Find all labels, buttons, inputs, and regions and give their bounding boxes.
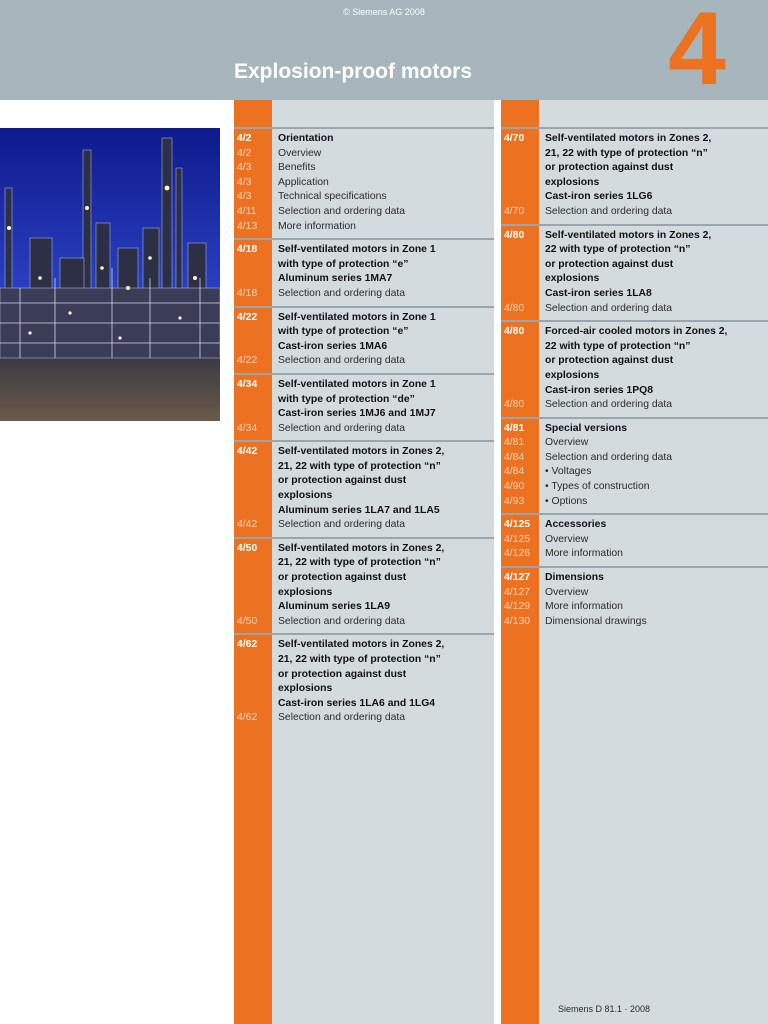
toc-entry — [501, 513, 768, 566]
toc-subitem-text: Selection and ordering data — [278, 205, 406, 217]
chapter-number: 4 — [668, 0, 726, 100]
toc-subitem-row[interactable] — [501, 586, 768, 601]
toc-heading-text: 21, 22 with type of protection “n” — [545, 147, 708, 159]
toc-heading-text: 22 with type of protection “n” — [545, 340, 691, 352]
toc-subitem-row[interactable] — [501, 615, 768, 630]
toc-heading-row[interactable] — [234, 600, 494, 615]
toc-page-number: 4/70 — [504, 133, 525, 144]
toc-entry — [234, 440, 494, 537]
toc-page-number: 4/81 — [504, 437, 525, 449]
toc-page-number: 4/3 — [237, 191, 252, 203]
toc-page-number: 4/2 — [237, 133, 252, 144]
toc-subitem-row[interactable] — [234, 287, 494, 302]
toc-heading-row[interactable] — [234, 653, 494, 668]
toc-page-number: 4/80 — [504, 399, 525, 411]
toc-heading-text: explosions — [278, 586, 333, 598]
toc-heading-text: Accessories — [545, 519, 607, 531]
toc-heading-text: Cast-iron series 1LA8 — [545, 287, 652, 299]
toc-subitem-text: • Options — [545, 495, 588, 507]
toc-subitem-text: Application — [278, 176, 329, 188]
toc-page-number: 4/50 — [237, 542, 258, 554]
refinery-photo — [0, 128, 220, 421]
toc-page-number — [234, 571, 272, 586]
toc-subitem-row[interactable] — [501, 465, 768, 480]
toc-heading-text: Orientation — [278, 133, 334, 144]
toc-subitem-text: More information — [278, 220, 356, 232]
toc-heading-text: explosions — [545, 369, 600, 381]
toc-heading-text: explosions — [278, 683, 333, 695]
toc-page-number — [501, 147, 539, 162]
toc-entry — [501, 417, 768, 514]
toc-subitem-row[interactable] — [501, 533, 768, 548]
toc-heading-text: or protection against dust — [545, 162, 674, 174]
toc-subitem-row[interactable] — [234, 205, 494, 220]
toc-heading-row[interactable] — [501, 340, 768, 355]
toc-heading-row[interactable] — [501, 325, 768, 340]
toc-heading-row[interactable] — [234, 445, 494, 460]
toc-heading-row[interactable] — [501, 132, 768, 147]
toc-page-number: 4/62 — [237, 639, 258, 651]
toc-page-number: 4/126 — [504, 548, 531, 560]
toc-heading-row[interactable] — [501, 243, 768, 258]
toc-heading-text: 21, 22 with type of protection “n” — [278, 557, 441, 569]
toc-page-number: 4/130 — [504, 615, 531, 627]
toc-page-number — [501, 272, 539, 287]
toc-page-number — [234, 489, 272, 504]
toc-heading-row[interactable] — [234, 258, 494, 273]
toc-heading-text: Dimensions — [545, 572, 604, 584]
toc-page-number: 4/18 — [237, 244, 258, 256]
toc-heading-text: Aluminum series 1LA9 — [278, 601, 391, 613]
toc-heading-text: explosions — [545, 176, 600, 188]
toc-page-number: 4/42 — [237, 446, 258, 458]
toc-subitem-text: Overview — [545, 437, 589, 449]
toc-heading-text: or protection against dust — [278, 668, 407, 680]
toc-page-number: 4/80 — [504, 302, 525, 314]
toc-subitem-row[interactable] — [234, 190, 494, 205]
toc-heading-row[interactable] — [234, 668, 494, 683]
toc-page-number — [234, 258, 272, 273]
toc-heading-row[interactable] — [234, 378, 494, 393]
toc-page-number: 4/22 — [237, 311, 258, 323]
toc-heading-row[interactable] — [234, 489, 494, 504]
toc-page-number — [234, 272, 272, 287]
toc-entry — [501, 566, 768, 633]
toc-page-number: 4/93 — [504, 495, 525, 507]
toc-page-number: 4/81 — [504, 422, 525, 434]
toc-subitem-row[interactable] — [234, 711, 494, 726]
toc-subitem-row[interactable] — [234, 518, 494, 533]
toc-heading-row[interactable] — [234, 504, 494, 519]
toc-subitem-text: Selection and ordering data — [278, 287, 406, 299]
toc-heading-row[interactable] — [501, 272, 768, 287]
toc-page-number — [501, 384, 539, 399]
toc-page-number: 4/129 — [504, 601, 531, 613]
toc-heading-text: 22 with type of protection “n” — [545, 244, 691, 256]
toc-subitem-text: Selection and ordering data — [545, 302, 673, 314]
toc-page-number: 4/2 — [237, 147, 252, 159]
toc-heading-row[interactable] — [501, 354, 768, 369]
toc-page-number: 4/70 — [504, 205, 525, 217]
toc-subitem-text: Selection and ordering data — [278, 519, 406, 531]
toc-heading-text: Self-ventilated motors in Zones 2, — [278, 446, 445, 458]
toc-subitem-text: Selection and ordering data — [278, 422, 406, 434]
toc-heading-row[interactable] — [501, 518, 768, 533]
toc-page-number: 4/3 — [237, 162, 252, 174]
toc-page-number: 4/80 — [504, 326, 525, 338]
toc-page-number: 4/80 — [504, 229, 525, 241]
toc-heading-text: Cast-iron series 1LG6 — [545, 191, 653, 203]
copyright-notice: © Siemens AG 2008 — [343, 7, 425, 17]
toc-subitem-row[interactable] — [501, 480, 768, 495]
toc-heading-row[interactable] — [234, 682, 494, 697]
toc-heading-row[interactable] — [234, 340, 494, 355]
toc-heading-row[interactable] — [234, 571, 494, 586]
toc-heading-text: Self-ventilated motors in Zones 2, — [278, 639, 445, 651]
toc-heading-row[interactable] — [501, 422, 768, 437]
toc-heading-text: Cast-iron series 1PQ8 — [545, 384, 653, 396]
toc-heading-text: or protection against dust — [545, 355, 674, 367]
toc-subitem-row[interactable] — [501, 547, 768, 562]
toc-heading-text: 21, 22 with type of protection “n” — [278, 654, 441, 665]
toc-entry — [234, 127, 494, 238]
toc-subitem-text: Technical specifications — [278, 191, 387, 203]
toc-heading-row[interactable] — [501, 229, 768, 244]
toc-heading-text: Aluminum series 1MA7 — [278, 273, 393, 285]
toc-heading-text: Self-ventilated motors in Zones 2, — [545, 133, 712, 144]
toc-subitem-row[interactable] — [501, 451, 768, 466]
toc-subitem-row[interactable] — [234, 354, 494, 369]
toc-page-number — [234, 556, 272, 571]
toc-page-number: 4/22 — [237, 355, 258, 367]
toc-page-number: 4/3 — [237, 176, 252, 188]
toc-page-number: 4/18 — [237, 287, 258, 299]
toc-entry — [234, 373, 494, 440]
toc-page-number — [234, 407, 272, 422]
toc-heading-row[interactable] — [234, 132, 494, 147]
toc-subitem-text: More information — [545, 601, 623, 613]
toc-page-number: 4/84 — [504, 466, 525, 478]
toc-subitem-row[interactable] — [234, 176, 494, 191]
toc-page-number — [234, 697, 272, 712]
toc-page-number — [501, 258, 539, 273]
toc-heading-row[interactable] — [501, 258, 768, 273]
toc-heading-text: with type of protection “de” — [278, 393, 415, 405]
toc-subitem-row[interactable] — [501, 205, 768, 220]
footer-text: Siemens D 81.1 · 2008 — [557, 1004, 650, 1014]
toc-heading-text: with type of protection “e” — [278, 258, 409, 270]
toc-heading-row[interactable] — [234, 542, 494, 557]
toc-heading-row[interactable] — [234, 638, 494, 653]
toc-list-right — [501, 127, 768, 633]
toc-subitem-text: • Voltages — [545, 466, 592, 478]
toc-subitem-text: Selection and ordering data — [278, 355, 406, 367]
toc-heading-row[interactable] — [234, 556, 494, 571]
toc-subitem-row[interactable] — [234, 615, 494, 630]
toc-heading-row[interactable] — [234, 325, 494, 340]
toc-subitem-text: Dimensional drawings — [545, 615, 647, 627]
toc-subitem-row[interactable] — [501, 495, 768, 510]
toc-page-number — [501, 369, 539, 384]
toc-page-number — [501, 287, 539, 302]
toc-heading-text: Special versions — [545, 422, 628, 434]
toc-heading-row[interactable] — [234, 243, 494, 258]
toc-subitem-text: • Types of construction — [545, 481, 650, 493]
toc-heading-text: Aluminum series 1LA7 and 1LA5 — [278, 504, 440, 516]
toc-page-number: 4/125 — [504, 533, 531, 545]
toc-entry — [234, 238, 494, 305]
toc-subitem-text: Selection and ordering data — [278, 615, 406, 627]
toc-page-number — [234, 504, 272, 519]
toc-page-number — [234, 586, 272, 601]
toc-page-number — [234, 393, 272, 408]
toc-subitem-text: Selection and ordering data — [278, 712, 406, 724]
toc-subitem-text: Overview — [545, 533, 589, 545]
toc-heading-row[interactable] — [501, 161, 768, 176]
toc-heading-row[interactable] — [501, 571, 768, 586]
toc-heading-row[interactable] — [501, 190, 768, 205]
toc-subitem-text: More information — [545, 548, 623, 560]
toc-heading-row[interactable] — [234, 586, 494, 601]
toc-subitem-row[interactable] — [501, 398, 768, 413]
toc-heading-row[interactable] — [234, 311, 494, 326]
toc-page-number — [234, 325, 272, 340]
toc-entry — [501, 320, 768, 417]
toc-subitem-row[interactable] — [234, 161, 494, 176]
page-title: Explosion-proof motors — [234, 60, 472, 83]
toc-heading-row[interactable] — [234, 460, 494, 475]
toc-subitem-text: Benefits — [278, 162, 316, 174]
toc-subitem-row[interactable] — [234, 147, 494, 162]
toc-subitem-row[interactable] — [234, 422, 494, 437]
toc-page-number: 4/42 — [237, 519, 258, 531]
toc-page-number: 4/127 — [504, 572, 531, 584]
toc-heading-text: or protection against dust — [278, 475, 407, 487]
toc-page-number — [234, 474, 272, 489]
toc-heading-row[interactable] — [234, 393, 494, 408]
toc-page-number — [501, 243, 539, 258]
toc-heading-text: Self-ventilated motors in Zone 1 — [278, 244, 436, 256]
toc-heading-text: with type of protection “e” — [278, 326, 409, 338]
toc-heading-text: Cast-iron series 1MJ6 and 1MJ7 — [278, 408, 436, 420]
toc-page-number — [501, 161, 539, 176]
toc-heading-text: explosions — [545, 273, 600, 285]
toc-heading-row[interactable] — [501, 176, 768, 191]
toc-entry — [501, 224, 768, 321]
toc-subitem-text: Selection and ordering data — [545, 451, 673, 463]
toc-subitem-text: Selection and ordering data — [545, 205, 673, 217]
toc-page-number — [501, 190, 539, 205]
toc-entry — [501, 127, 768, 224]
toc-column-left — [234, 100, 494, 1024]
toc-heading-text: or protection against dust — [278, 572, 407, 584]
toc-page-number — [501, 176, 539, 191]
toc-heading-text: 21, 22 with type of protection “n” — [278, 460, 441, 472]
toc-page-number: 4/62 — [237, 712, 258, 724]
toc-page-number: 4/34 — [237, 422, 258, 434]
toc-heading-row[interactable] — [501, 384, 768, 399]
toc-heading-row[interactable] — [234, 474, 494, 489]
toc-heading-text: Cast-iron series 1MA6 — [278, 340, 388, 352]
toc-subitem-row[interactable] — [501, 436, 768, 451]
toc-page-number: 4/34 — [237, 378, 258, 390]
toc-page-number: 4/11 — [237, 205, 257, 217]
toc-page-number: 4/50 — [237, 615, 258, 627]
toc-entry — [234, 537, 494, 634]
toc-heading-row[interactable] — [501, 369, 768, 384]
toc-heading-row[interactable] — [501, 287, 768, 302]
toc-heading-row[interactable] — [234, 272, 494, 287]
toc-page-number — [234, 460, 272, 475]
toc-page-number: 4/84 — [504, 451, 525, 463]
toc-heading-text: Self-ventilated motors in Zones 2, — [278, 542, 445, 554]
toc-heading-text: Self-ventilated motors in Zones 2, — [545, 229, 712, 241]
toc-heading-text: or protection against dust — [545, 258, 674, 270]
toc-heading-text: Self-ventilated motors in Zone 1 — [278, 311, 436, 323]
toc-heading-text: Cast-iron series 1LA6 and 1LG4 — [278, 697, 436, 709]
toc-heading-text: explosions — [278, 490, 333, 502]
toc-page-number — [234, 600, 272, 615]
toc-subitem-row[interactable] — [234, 220, 494, 235]
toc-subitem-row[interactable] — [501, 302, 768, 317]
toc-page-number: 4/127 — [504, 586, 531, 598]
toc-page-number: 4/125 — [504, 519, 531, 531]
toc-subitem-row[interactable] — [501, 600, 768, 615]
toc-heading-text: Self-ventilated motors in Zone 1 — [278, 378, 436, 390]
toc-page-number — [234, 668, 272, 683]
toc-page-number — [234, 682, 272, 697]
toc-heading-row[interactable] — [234, 407, 494, 422]
toc-page-number — [501, 340, 539, 355]
toc-heading-row[interactable] — [234, 697, 494, 712]
toc-entry — [234, 306, 494, 373]
toc-entry — [234, 633, 494, 730]
toc-heading-text: Forced-air cooled motors in Zones 2, — [545, 326, 728, 338]
toc-subitem-text: Overview — [278, 147, 322, 159]
toc-heading-row[interactable] — [501, 147, 768, 162]
toc-page-number: 4/13 — [237, 220, 258, 232]
toc-subitem-text: Selection and ordering data — [545, 399, 673, 411]
toc-page-number — [234, 653, 272, 668]
toc-page-number: 4/90 — [504, 481, 525, 493]
toc-list-left — [234, 127, 494, 730]
toc-subitem-text: Overview — [545, 586, 589, 598]
toc-page-number — [234, 340, 272, 355]
toc-column-right — [501, 100, 768, 1024]
toc-page-number — [501, 354, 539, 369]
